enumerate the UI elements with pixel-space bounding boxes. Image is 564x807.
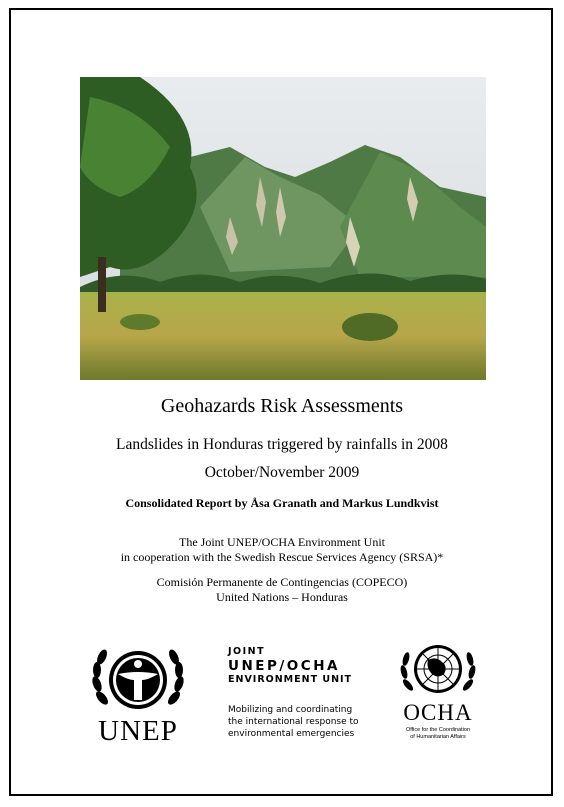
joint-unit-tagline — [228, 704, 359, 740]
joint-label: JOINT — [228, 646, 266, 657]
report-authors: Consolidated Report by Åsa Granath and Markus Lundkvist — [125, 496, 439, 510]
tagline-line-2: the international response to — [228, 717, 359, 727]
report-subtitle: Landslides in Honduras triggered by rainfalls in 2008 — [116, 436, 448, 453]
partner-line-2: United Nations – Honduras — [216, 590, 348, 604]
unep-wordmark: UNEP — [98, 715, 178, 747]
org-line-1: The Joint UNEP/OCHA Environment Unit — [179, 535, 385, 549]
ocha-tagline — [398, 727, 478, 741]
ocha-logo — [398, 640, 478, 748]
tagline-line-1: Mobilizing and coordinating — [228, 705, 353, 715]
unep-laurel-emblem-icon — [88, 640, 188, 718]
cover-photo-landscape — [80, 77, 486, 380]
ocha-wordmark: OCHA — [403, 700, 473, 725]
tagline-line-3: environmental emergencies — [228, 729, 355, 739]
un-globe-emblem-icon — [398, 640, 478, 700]
report-title: Geohazards Risk Assessments — [160, 395, 404, 417]
unep-logo — [88, 640, 188, 748]
joint-unit-logo — [228, 645, 352, 687]
partner-line-1: Comisión Permanente de Contingencias (COPECO) — [156, 575, 408, 589]
ocha-tagline-line-1: Office for the Coordination — [405, 727, 471, 733]
report-date: October/November 2009 — [204, 464, 360, 481]
org-line-2: in cooperation with the Swedish Rescue Services Agency (SRSA)* — [120, 550, 444, 564]
ocha-tagline-line-2: of Humanitarian Affairs — [410, 734, 466, 740]
unep-ocha-label: UNEP/OCHA — [228, 658, 340, 674]
environment-unit-label: ENVIRONMENT UNIT — [228, 674, 353, 685]
